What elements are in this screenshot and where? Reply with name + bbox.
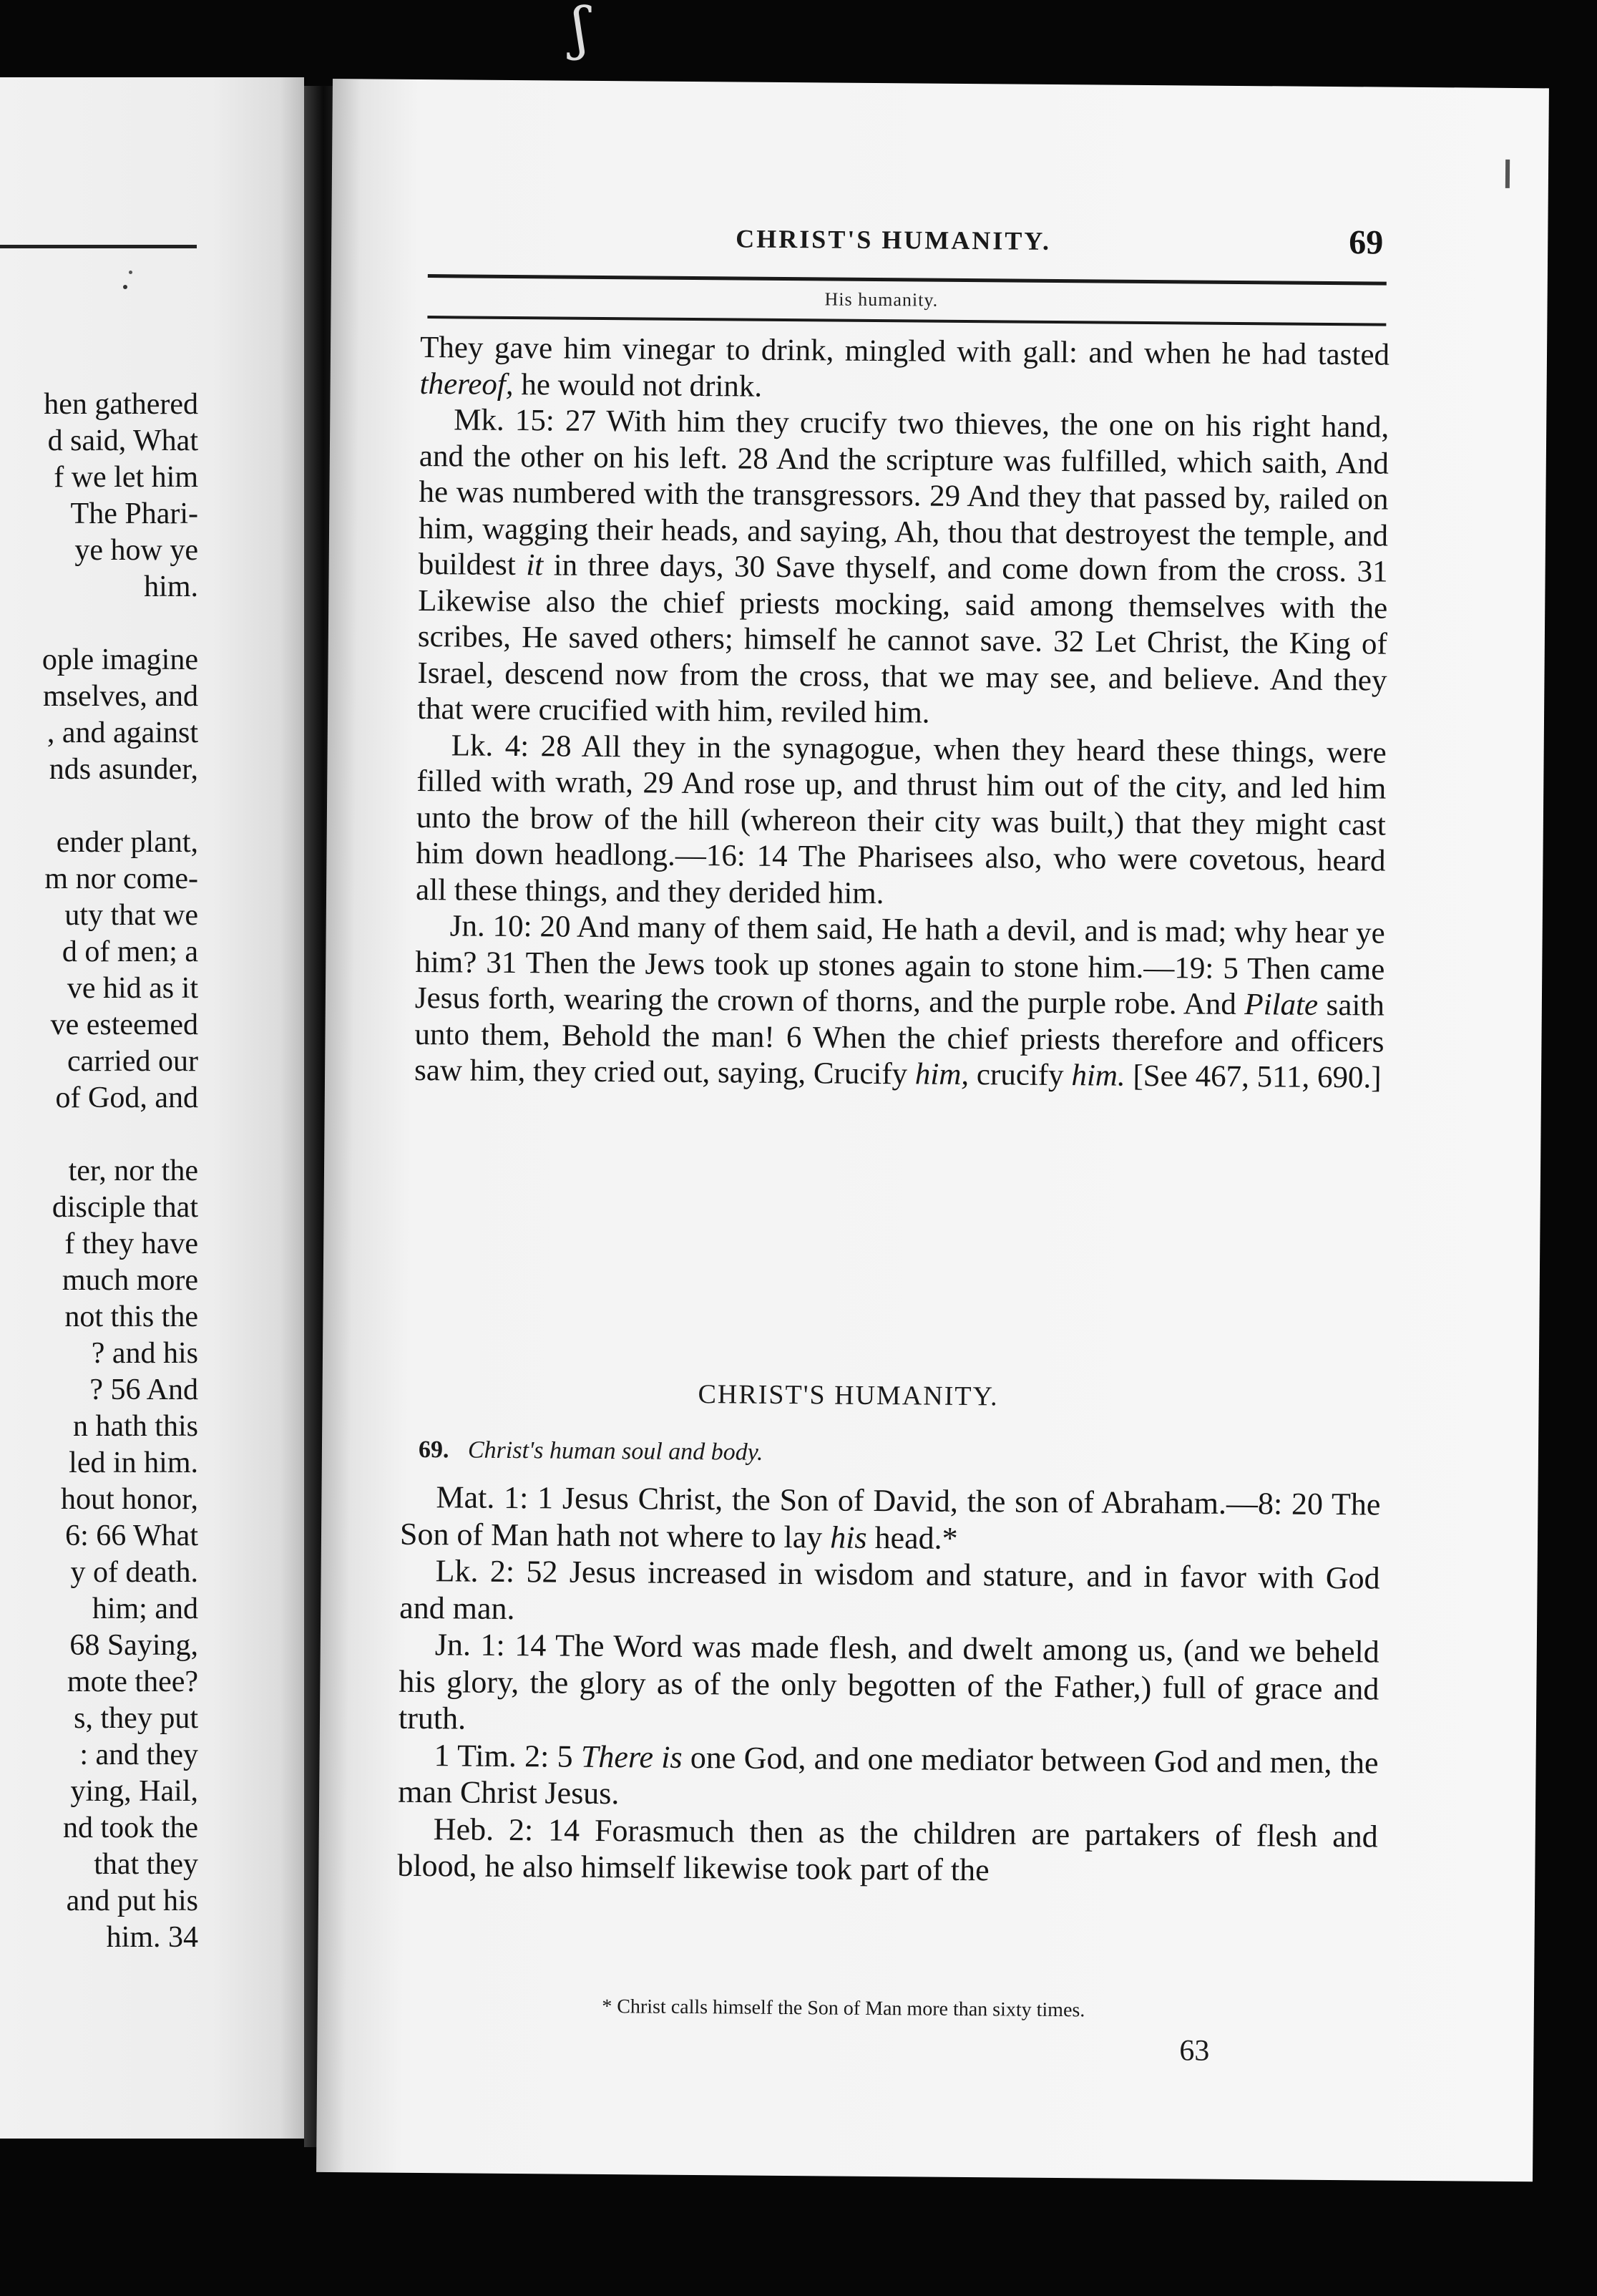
- scripture-passage: [398, 1736, 1379, 1818]
- passage-text: Jn. 10: 20 And many of them said, He hath a devil, and is mad; why hear ye him? 31 Then the Jews took up stones again to stone him.—19: 5 Then came Jesus forth, wearing the crown of thorns, and the purple robe. And: [414, 909, 1385, 1022]
- left-header-rule: [0, 245, 197, 248]
- scripture-passage: [400, 1479, 1381, 1560]
- left-page-line: nds asunder,: [49, 753, 198, 786]
- footnote: * Christ calls himself the Son of Man more than sixty times.: [602, 1995, 1085, 2022]
- left-page-line: f they have: [64, 1227, 198, 1260]
- left-page-line: much more: [62, 1264, 198, 1297]
- left-page-line: ve hid as it: [67, 972, 198, 1005]
- left-page-line: d said, What: [47, 424, 198, 457]
- left-page-line: hen gathered: [44, 388, 198, 421]
- left-page-line: ying, Hail,: [70, 1775, 198, 1808]
- signature-mark: 63: [1179, 2034, 1210, 2068]
- left-page-line: The Phari-: [70, 497, 198, 530]
- passage-text: saith unto them, Behold the man! 6 When the chief priests therefore and officers saw him, they cried out, saying, Crucify: [414, 988, 1385, 1091]
- left-page-line: uty that we: [64, 899, 198, 932]
- section-title: CHRIST'S HUMANITY.: [698, 1379, 999, 1412]
- left-page-line: ender plant,: [56, 826, 198, 859]
- italic-text: thereof,: [419, 366, 514, 402]
- running-head: [331, 220, 1383, 272]
- left-page-line: disciple that: [52, 1191, 198, 1224]
- topic-title: Christ's human soul and body.: [467, 1436, 763, 1466]
- left-page-line: carried our: [67, 1045, 198, 1078]
- italic-text: it: [526, 548, 544, 583]
- left-page-line: him; and: [92, 1592, 198, 1625]
- passage-text: Mat. 1: 1 Jesus Christ, the Son of David, the son of Abraham.—8: 20 The Son of Man hath not where to lay: [399, 1479, 1381, 1555]
- page-number: 69: [1349, 223, 1384, 262]
- passage-text: head.*: [866, 1519, 958, 1556]
- passage-text: Mk. 15: 27 With him they crucify two thieves, the one on his right hand, and the other on his left. 28 And the scripture was fulfilled, which saith, And he was numbered with the transgressors. 29 And they that passed by, railed on him, wagging their heads, and saying, Ah, thou that destroyest the temple, and buildest: [418, 403, 1390, 583]
- left-page-line: 68 Saying,: [69, 1629, 198, 1662]
- running-head-title: CHRIST'S HUMANITY.: [736, 224, 1052, 256]
- left-page-line: f we let him: [54, 461, 198, 494]
- left-page-line: hout honor,: [61, 1483, 198, 1516]
- passage-text: [See 467, 511, 690.]: [1125, 1059, 1382, 1095]
- left-page-line: that they: [94, 1848, 198, 1881]
- passage-text: Jn. 1: 14 The Word was made flesh, and dwelt among us, (and we beheld his glory, the glory as of the only begotten of the Father,) full of grace and truth.: [398, 1627, 1379, 1736]
- topic-number: 69.: [418, 1436, 449, 1464]
- left-page-line: and put his: [66, 1884, 198, 1917]
- passage-text: They gave him vinegar to drink, mingled with gall: and when he had tasted: [419, 330, 1390, 372]
- running-subhead: His humanity.: [824, 288, 939, 311]
- left-page-line: s, they put: [74, 1702, 198, 1735]
- passage-text: one God, and one mediator between God and men, the man Christ Jesus.: [398, 1739, 1379, 1811]
- italic-text: There is: [580, 1738, 683, 1775]
- left-page-line: : and they: [79, 1738, 198, 1771]
- passage-text: he would not drink.: [513, 367, 763, 404]
- scripture-passage: [397, 1810, 1378, 1892]
- left-page-line: not this the: [64, 1300, 198, 1333]
- scripture-passage: [419, 330, 1390, 410]
- right-page: [316, 79, 1549, 2181]
- scripture-passages-bottom: [397, 1479, 1380, 1892]
- italic-text: Pilate: [1244, 988, 1319, 1022]
- italic-text: him,: [914, 1057, 970, 1092]
- italic-text: his: [830, 1519, 867, 1555]
- left-page-line: him. 34: [106, 1921, 198, 1954]
- left-page-line: ve esteemed: [50, 1008, 198, 1041]
- header-rule-lower: [427, 316, 1386, 326]
- left-page-line: ople imagine: [41, 643, 198, 676]
- binding-mark: ʃ: [572, 0, 588, 62]
- left-page-line: ? and his: [91, 1337, 198, 1370]
- left-page-line: ? 56 And: [89, 1373, 198, 1406]
- left-page-line: nd took the: [63, 1811, 198, 1844]
- left-page-line: n hath this: [73, 1410, 198, 1443]
- left-page-line: of God, and: [55, 1081, 198, 1114]
- topic-heading: [419, 1436, 763, 1466]
- left-speck: [123, 285, 127, 289]
- passage-text: in three days, 30 Save thyself, and come down from the cross. 31 Likewise also the chief priests mocking, said among themselves with the scribes, He saved others; himself he cannot save. 32 Let Christ, the King of Israel, descend now from the cross, that we may see, and believe. And they that were crucified with him, reviled him.: [416, 548, 1388, 730]
- italic-text: him.: [1071, 1059, 1125, 1093]
- scripture-passage: [399, 1552, 1380, 1634]
- scripture-passage: [399, 1626, 1379, 1744]
- left-page-line: mote thee?: [67, 1665, 198, 1698]
- scripture-passage: [414, 908, 1385, 1096]
- left-page-line: m nor come-: [44, 862, 198, 895]
- scripture-passages-top: [414, 330, 1390, 1096]
- left-page-line: ter, nor the: [68, 1154, 198, 1187]
- left-page-line: led in him.: [69, 1446, 198, 1479]
- scripture-passage: [416, 727, 1387, 915]
- edge-mark: [1505, 160, 1510, 188]
- passage-text: Lk. 4: 28 All they in the synagogue, when they heard these things, were filled with wrath, 29 And rose up, and thrust him out of the city, and led him unto the brow of the hill (whereon their city was built,) that they might cast him down headlong.—16: 14 The Pharisees also, who were covetous, heard all these things, and they derided him.: [415, 728, 1387, 910]
- left-page-line: , and against: [47, 716, 198, 749]
- left-page-line: d of men; a: [62, 935, 198, 968]
- left-page: [0, 77, 304, 2139]
- left-page-line: him.: [144, 570, 198, 603]
- header-rule: [428, 274, 1387, 286]
- passage-text: Lk. 2: 52 Jesus increased in wisdom and stature, and in favor with God and man.: [399, 1553, 1380, 1626]
- left-page-line: ye how ye: [74, 534, 198, 567]
- passage-text: 1 Tim. 2: 5: [434, 1737, 582, 1774]
- passage-text: crucify: [968, 1058, 1072, 1093]
- left-page-line: y of death.: [70, 1556, 198, 1589]
- scripture-passage: [417, 402, 1390, 735]
- passage-text: Heb. 2: 14 Forasmuch then as the children are partakers of flesh and blood, he also himself likewise took part of the: [397, 1811, 1378, 1888]
- left-page-line: 6: 66 What: [65, 1519, 198, 1552]
- left-page-line: mselves, and: [43, 680, 198, 713]
- left-speck: [129, 271, 132, 274]
